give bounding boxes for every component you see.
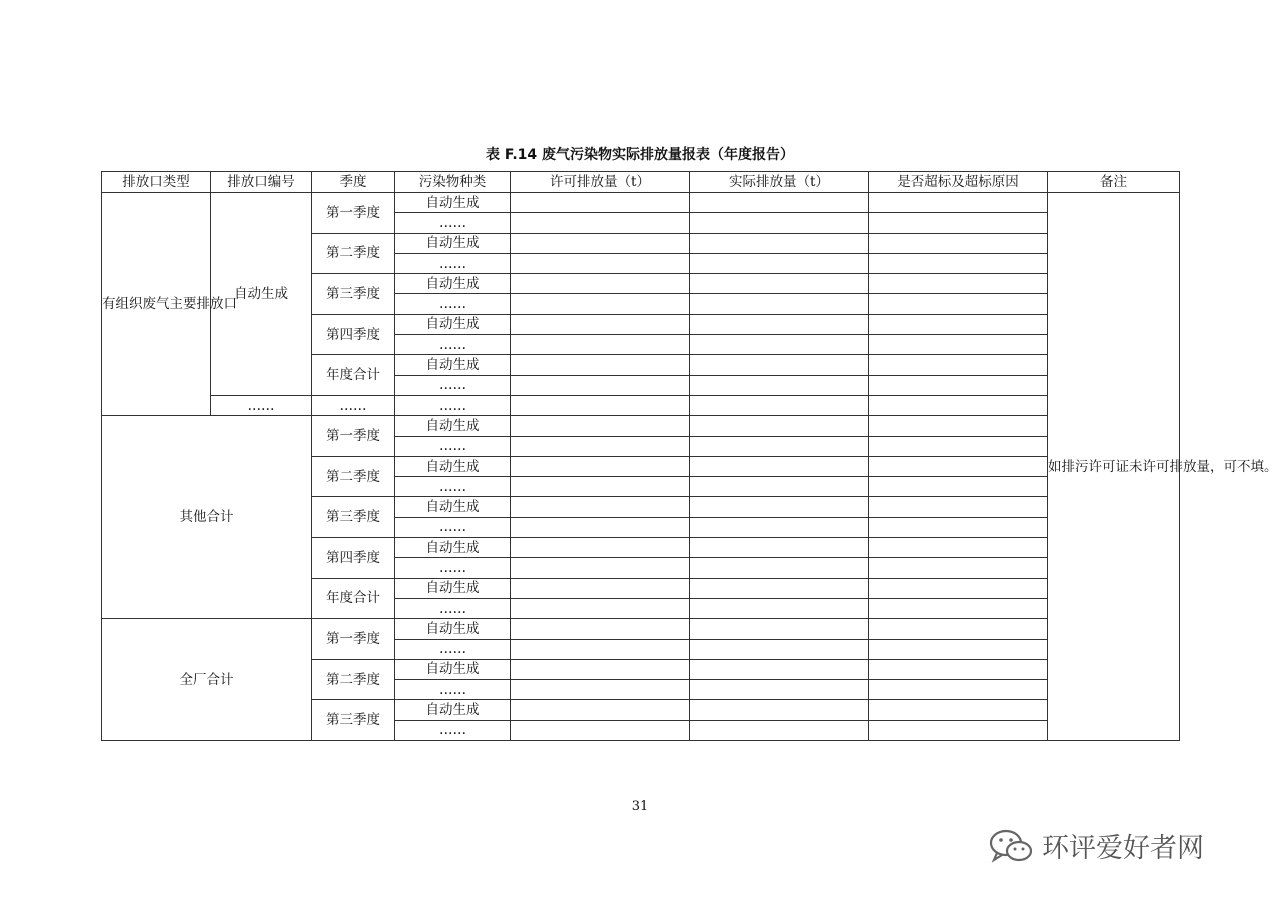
pollutant-cell: 自动生成: [395, 538, 511, 558]
outlet-id-cell: 自动生成: [211, 193, 312, 396]
pollutant-cell: ……: [395, 598, 511, 618]
exceed-cell: [869, 294, 1048, 314]
pollutant-cell: 自动生成: [395, 274, 511, 294]
header-permitted: 许可排放量（t）: [511, 172, 690, 193]
permitted-cell: [511, 314, 690, 334]
quarter-cell: 第三季度: [312, 274, 395, 315]
quarter-cell: 第三季度: [312, 497, 395, 538]
actual-cell: [690, 253, 869, 273]
pollutant-cell: ……: [395, 253, 511, 273]
permitted-cell: [511, 436, 690, 456]
permitted-cell: [511, 395, 690, 415]
quarter-cell: 第三季度: [312, 700, 395, 741]
exceed-cell: [869, 538, 1048, 558]
actual-cell: [690, 456, 869, 476]
permitted-cell: [511, 213, 690, 233]
exceed-cell: [869, 700, 1048, 720]
permitted-cell: [511, 477, 690, 497]
permitted-cell: [511, 253, 690, 273]
quarter-cell: 第一季度: [312, 193, 395, 234]
exceed-cell: [869, 598, 1048, 618]
table-row: [102, 395, 1180, 415]
pollutant-cell: 自动生成: [395, 700, 511, 720]
exceed-cell: [869, 639, 1048, 659]
pollutant-cell: 自动生成: [395, 233, 511, 253]
quarter-cell: 第四季度: [312, 314, 395, 355]
header-outlet-id: 排放口编号: [211, 172, 312, 193]
permitted-cell: [511, 578, 690, 598]
exceed-cell: [869, 680, 1048, 700]
actual-cell: [690, 700, 869, 720]
header-actual: 实际排放量（t）: [690, 172, 869, 193]
quarter-cell: 第一季度: [312, 619, 395, 660]
pollutant-cell: ……: [395, 294, 511, 314]
permitted-cell: [511, 558, 690, 578]
actual-cell: [690, 335, 869, 355]
actual-cell: [690, 294, 869, 314]
permitted-cell: [511, 639, 690, 659]
header-quarter: 季度: [312, 172, 395, 193]
exceed-cell: [869, 720, 1048, 740]
exceed-cell: [869, 497, 1048, 517]
quarter-cell: 第四季度: [312, 538, 395, 579]
pollutant-cell: ……: [395, 558, 511, 578]
exceed-cell: [869, 355, 1048, 375]
exceed-cell: [869, 477, 1048, 497]
permitted-cell: [511, 538, 690, 558]
exceed-cell: [869, 274, 1048, 294]
exceed-cell: [869, 659, 1048, 679]
permitted-cell: [511, 274, 690, 294]
permitted-cell: [511, 700, 690, 720]
actual-cell: [690, 558, 869, 578]
header-remark: 备注: [1048, 172, 1180, 193]
exceed-cell: [869, 517, 1048, 537]
pollutant-cell: 自动生成: [395, 619, 511, 639]
actual-cell: [690, 213, 869, 233]
table-row: [102, 416, 1180, 436]
actual-cell: [690, 416, 869, 436]
group-organized: 有组织废气主要排放口: [102, 193, 211, 416]
exceed-cell: [869, 253, 1048, 273]
watermark-text: 环评爱好者网: [1042, 833, 1204, 864]
outlet-id-cell: ……: [211, 395, 312, 415]
exceed-cell: [869, 395, 1048, 415]
permitted-cell: [511, 456, 690, 476]
header-pollutant: 污染物种类: [395, 172, 511, 193]
permitted-cell: [511, 680, 690, 700]
exceed-cell: [869, 416, 1048, 436]
group-plant: 全厂合计: [102, 619, 312, 741]
pollutant-cell: ……: [395, 477, 511, 497]
table-caption: 表 F.14 废气污染物实际排放量报表（年度报告）: [485, 147, 795, 163]
actual-cell: [690, 436, 869, 456]
pollutant-cell: ……: [395, 375, 511, 395]
quarter-cell: 第二季度: [312, 456, 395, 497]
pollutant-cell: ……: [395, 436, 511, 456]
pollutant-cell: 自动生成: [395, 355, 511, 375]
permitted-cell: [511, 193, 690, 213]
exceed-cell: [869, 233, 1048, 253]
actual-cell: [690, 314, 869, 334]
exceed-cell: [869, 375, 1048, 395]
actual-cell: [690, 193, 869, 213]
group-others: 其他合计: [102, 416, 312, 619]
quarter-cell: 第二季度: [312, 233, 395, 274]
quarter-cell: 年度合计: [312, 355, 395, 396]
quarter-cell: 第二季度: [312, 659, 395, 700]
emission-report-table: [101, 171, 1278, 741]
exceed-cell: [869, 335, 1048, 355]
pollutant-cell: 自动生成: [395, 193, 511, 213]
exceed-cell: [869, 558, 1048, 578]
exceed-cell: [869, 436, 1048, 456]
permitted-cell: [511, 416, 690, 436]
exceed-cell: [869, 619, 1048, 639]
permitted-cell: [511, 294, 690, 314]
actual-cell: [690, 497, 869, 517]
actual-cell: [690, 578, 869, 598]
exceed-cell: [869, 314, 1048, 334]
pollutant-cell: ……: [395, 213, 511, 233]
wechat-icon: [988, 827, 1034, 865]
exceed-cell: [869, 578, 1048, 598]
pollutant-cell: 自动生成: [395, 659, 511, 679]
actual-cell: [690, 598, 869, 618]
watermark: [988, 826, 1204, 865]
pollutant-cell: 自动生成: [395, 314, 511, 334]
table-row: [102, 619, 1180, 639]
actual-cell: [690, 720, 869, 740]
exceed-cell: [869, 193, 1048, 213]
actual-cell: [690, 659, 869, 679]
actual-cell: [690, 680, 869, 700]
pollutant-cell: ……: [395, 335, 511, 355]
actual-cell: [690, 517, 869, 537]
quarter-cell: ……: [312, 395, 395, 415]
actual-cell: [690, 639, 869, 659]
actual-cell: [690, 233, 869, 253]
quarter-cell: 年度合计: [312, 578, 395, 619]
permitted-cell: [511, 517, 690, 537]
pollutant-cell: ……: [395, 680, 511, 700]
header-exceed: 是否超标及超标原因: [869, 172, 1048, 193]
pollutant-cell: ……: [395, 720, 511, 740]
permitted-cell: [511, 375, 690, 395]
exceed-cell: [869, 213, 1048, 233]
actual-cell: [690, 619, 869, 639]
permitted-cell: [511, 335, 690, 355]
pollutant-cell: 自动生成: [395, 497, 511, 517]
pollutant-cell: ……: [395, 517, 511, 537]
permitted-cell: [511, 233, 690, 253]
actual-cell: [690, 395, 869, 415]
actual-cell: [690, 355, 869, 375]
pollutant-cell: ……: [395, 639, 511, 659]
pollutant-cell: 自动生成: [395, 416, 511, 436]
page-number: 31: [631, 799, 649, 814]
pollutant-cell: 自动生成: [395, 456, 511, 476]
actual-cell: [690, 274, 869, 294]
permitted-cell: [511, 720, 690, 740]
permitted-cell: [511, 619, 690, 639]
header-row: [102, 172, 1180, 193]
permitted-cell: [511, 659, 690, 679]
actual-cell: [690, 477, 869, 497]
permitted-cell: [511, 598, 690, 618]
table-row: [102, 193, 1180, 213]
pollutant-cell: 自动生成: [395, 578, 511, 598]
permitted-cell: [511, 355, 690, 375]
permitted-cell: [511, 497, 690, 517]
exceed-cell: [869, 456, 1048, 476]
quarter-cell: 第一季度: [312, 416, 395, 457]
actual-cell: [690, 538, 869, 558]
remark-cell: 如排污许可证未许可排放量，可不填。: [1048, 193, 1180, 741]
actual-cell: [690, 375, 869, 395]
header-outlet-type: 排放口类型: [102, 172, 211, 193]
pollutant-cell: ……: [395, 395, 511, 415]
